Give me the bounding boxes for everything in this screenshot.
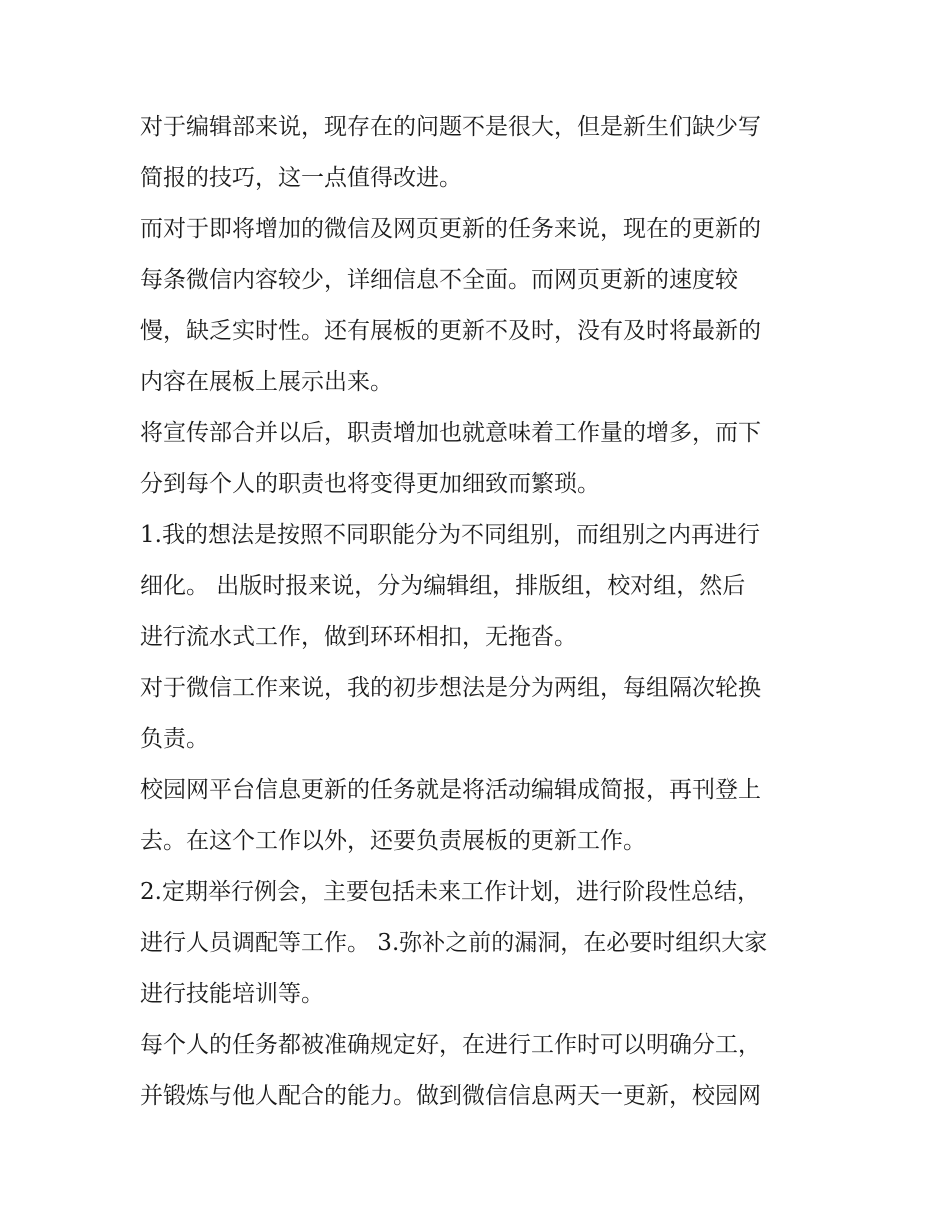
text-line: 将宣传部合并以后，职责增加也就意味着工作量的增多，而下 xyxy=(140,420,761,446)
paragraph-merger-duties xyxy=(140,408,820,510)
text-line: 对于编辑部来说，现存在的问题不是很大，但是新生们缺少写 xyxy=(140,114,761,140)
text-line: 简报的技巧，这一点值得改进。 xyxy=(140,165,462,191)
document-body xyxy=(140,102,820,1122)
text-line: 内容在展板上展示出来。 xyxy=(140,369,393,395)
text-line: 1.我的想法是按照不同职能分为不同组别，而组别之内再进行 xyxy=(140,522,760,548)
text-line: 并锻炼与他人配合的能力。做到微信信息两天一更新，校园网 xyxy=(140,1083,761,1109)
text-line: 负责。 xyxy=(140,726,209,752)
text-line: 每条微信内容较少，详细信息不全面。而网页更新的速度较 xyxy=(140,267,738,293)
text-line: 进行人员调配等工作。 3.弥补之前的漏洞，在必要时组织大家 xyxy=(140,930,768,956)
text-line: 校园网平台信息更新的任务就是将活动编辑成简报，再刊登上 xyxy=(140,777,761,803)
text-line: 去。在这个工作以外，还要负责展板的更新工作。 xyxy=(140,828,646,854)
text-line: 每个人的任务都被准确规定好，在进行工作时可以明确分工， xyxy=(140,1032,761,1058)
paragraph-plan-item-1 xyxy=(140,510,820,663)
text-line: 进行技能培训等。 xyxy=(140,981,324,1007)
text-line: 分到每个人的职责也将变得更加细致而繁琐。 xyxy=(140,471,600,497)
paragraph-wechat-groups xyxy=(140,663,820,765)
text-line: 进行流水式工作，做到环环相扣，无拖沓。 xyxy=(140,624,577,650)
paragraph-wechat-web-updates xyxy=(140,204,820,408)
text-line: 慢，缺乏实时性。还有展板的更新不及时，没有及时将最新的 xyxy=(140,318,761,344)
paragraph-plan-items-2-3 xyxy=(140,867,820,1020)
paragraph-task-assignment xyxy=(140,1020,820,1122)
text-line: 2.定期举行例会，主要包括未来工作计划，进行阶段性总结， xyxy=(140,879,760,905)
text-line: 细化。 出版时报来说，分为编辑组，排版组，校对组，然后 xyxy=(140,573,746,599)
text-line: 而对于即将增加的微信及网页更新的任务来说，现在的更新的 xyxy=(140,216,761,242)
paragraph-editing-issues xyxy=(140,102,820,204)
text-line: 对于微信工作来说，我的初步想法是分为两组，每组隔次轮换 xyxy=(140,675,761,701)
paragraph-campus-web xyxy=(140,765,820,867)
